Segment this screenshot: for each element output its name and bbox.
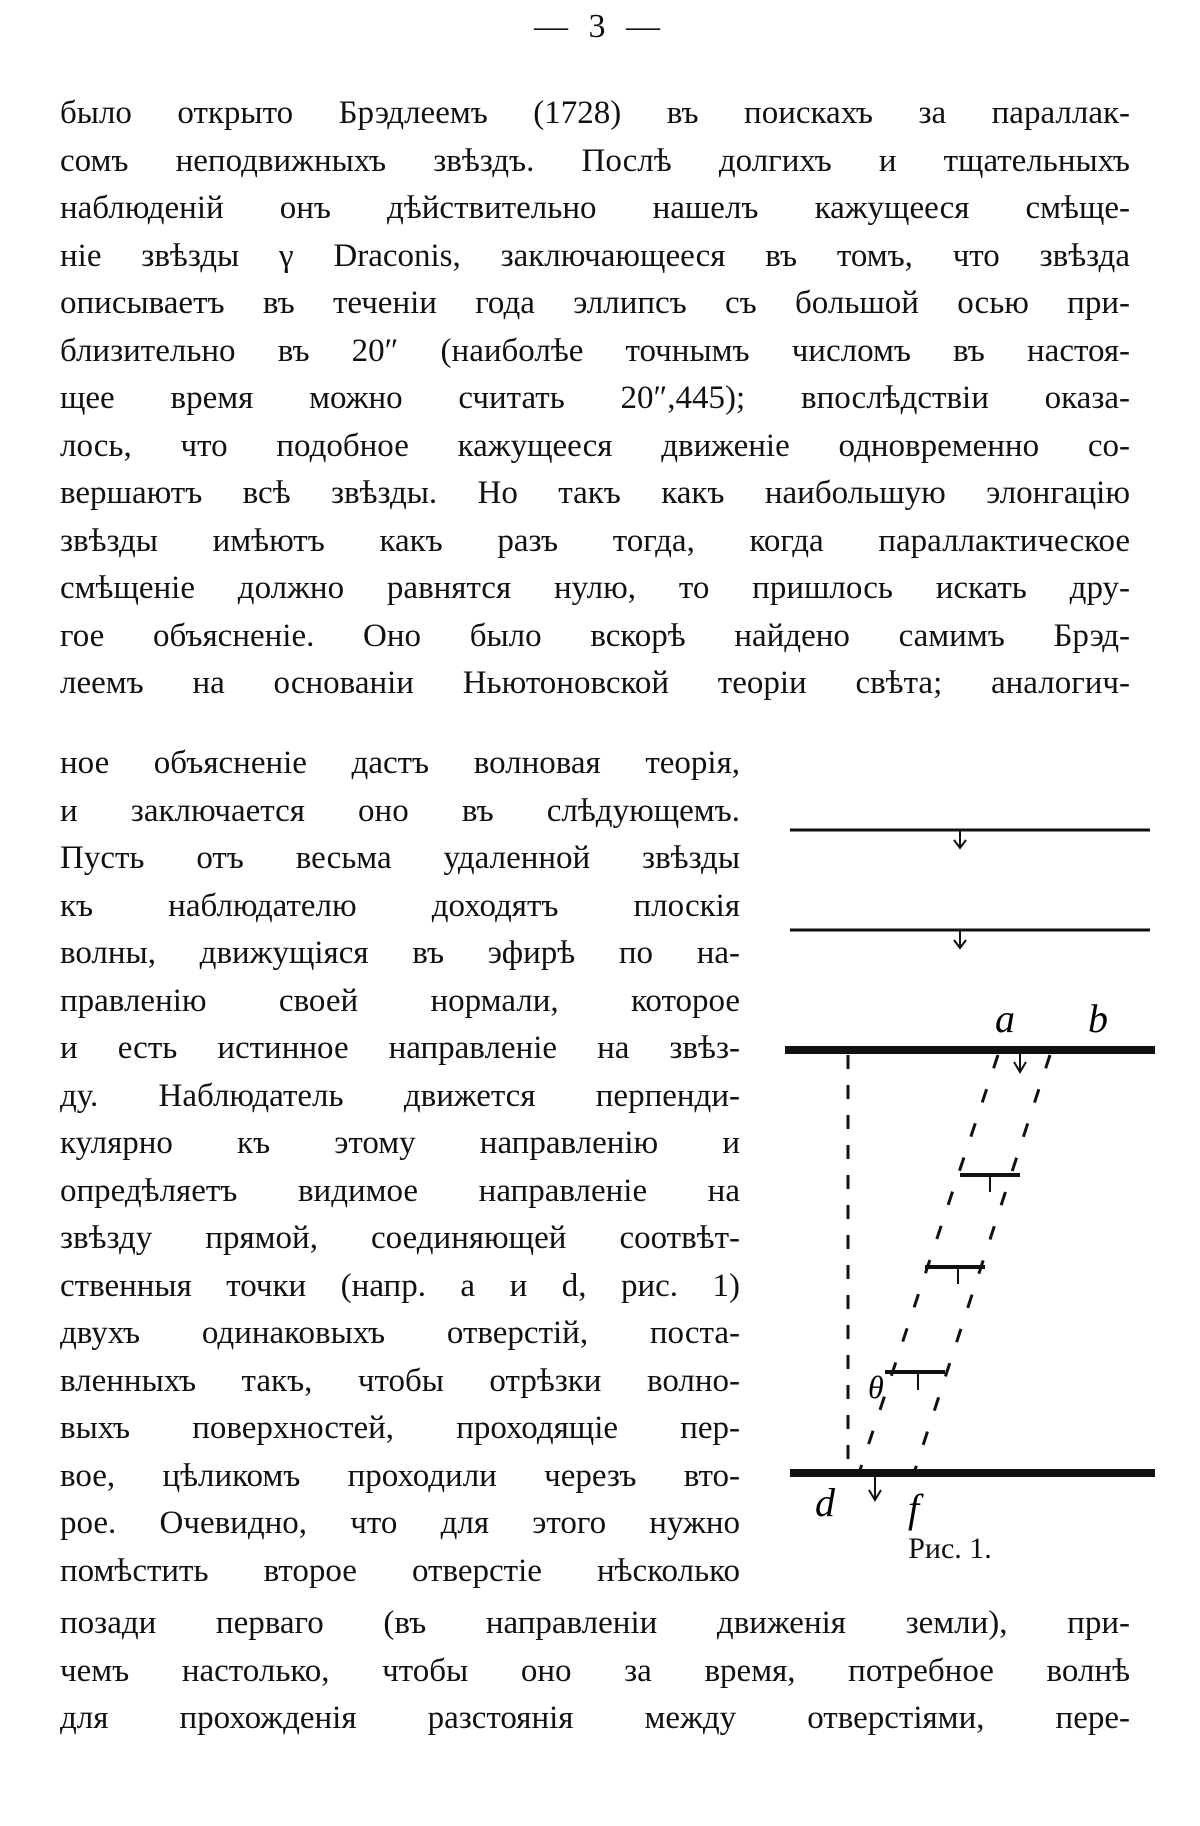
text-line: волны, движущіяся въ эфирѣ по на- xyxy=(60,935,740,971)
text-line: смѣщеніе должно равнятся нулю, то пришлось искать дру- xyxy=(60,570,1130,606)
text-line: описываетъ въ теченіи года эллипсъ съ большой осью при- xyxy=(60,285,1130,321)
text-line: рое. Очевидно, что для этого нужно xyxy=(60,1505,740,1541)
text-line: ное объясненіе дастъ волновая теорія, xyxy=(60,745,740,781)
label-a: a xyxy=(995,996,1015,1041)
label-theta: θ xyxy=(868,1369,884,1405)
text-line: гое объясненіе. Оно было вскорѣ найдено самимъ Брэд- xyxy=(60,617,1130,654)
text-line: помѣстить второе отверстіе нѣсколько xyxy=(60,1552,740,1589)
text-line: звѣзды имѣютъ какъ разъ тогда, когда параллактическое xyxy=(60,522,1130,559)
text-line: ственныя точки (напр. a и d, рис. 1) xyxy=(60,1267,740,1304)
text-line: и есть истинное направленіе на звѣз- xyxy=(60,1030,740,1066)
label-b: b xyxy=(1088,996,1108,1041)
text-line: близительно въ 20″ (наиболѣе точнымъ числомъ въ настоя- xyxy=(60,332,1130,369)
text-line: сомъ неподвижныхъ звѣздъ. Послѣ долгихъ и тщательныхъ xyxy=(60,142,1130,179)
text-line: наблюденій онъ дѣйствительно нашелъ кажущееся смѣще- xyxy=(60,190,1130,226)
text-line: вое, цѣликомъ проходили черезъ вто- xyxy=(60,1457,740,1494)
text-line: выхъ поверхностей, проходящіе пер- xyxy=(60,1410,740,1446)
text-line: Пусть отъ весьма удаленной звѣзды xyxy=(60,840,740,876)
text-line: чемъ настолько, чтобы оно за время, потребное волнѣ xyxy=(60,1652,1130,1689)
text-line: вершаютъ всѣ звѣзды. Но такъ какъ наибольшую элонгацію xyxy=(60,475,1130,511)
text-line: кулярно къ этому направленію и xyxy=(60,1125,740,1161)
text-line: двухъ одинаковыхъ отверстій, поста- xyxy=(60,1315,740,1351)
text-line: ніе звѣзды γ Draconis, заключающееся въ томъ, что звѣзда xyxy=(60,237,1130,274)
aberration-diagram xyxy=(780,800,1160,1600)
page-number: — 3 — xyxy=(534,8,666,45)
text-line: ду. Наблюдатель движется перпенди- xyxy=(60,1077,740,1114)
text-line: лось, что подобное кажущееся движеніе одновременно со- xyxy=(60,427,1130,464)
figure-caption: Рис. 1. xyxy=(908,1532,992,1565)
text-line: звѣзду прямой, соединяющей соотвѣт- xyxy=(60,1220,740,1256)
label-d: d xyxy=(815,1480,835,1525)
text-line: леемъ на основаніи Ньютоновской теоріи свѣта; аналогич- xyxy=(60,665,1130,701)
text-line: позади перваго (въ направленіи движенія земли), при- xyxy=(60,1605,1130,1641)
text-line: къ наблюдателю доходятъ плоскія xyxy=(60,887,740,924)
text-line: для прохожденія разстоянія между отверстіями, пере- xyxy=(60,1700,1130,1736)
figure-aberration-diagram xyxy=(780,800,1160,1600)
text-line: правленію своей нормали, которое xyxy=(60,982,740,1019)
ray-left xyxy=(860,1055,998,1470)
label-f: f xyxy=(908,1486,920,1531)
text-line: вленныхъ такъ, чтобы отрѣзки волно- xyxy=(60,1362,740,1399)
text-line: опредѣляетъ видимое направленіе на xyxy=(60,1172,740,1209)
ray-right xyxy=(915,1055,1050,1470)
text-line: и заключается оно въ слѣдующемъ. xyxy=(60,792,740,829)
text-line: было открыто Брэдлеемъ (1728) въ поискахъ за параллак- xyxy=(60,95,1130,131)
text-line: щее время можно считать 20″,445); впослѣдствіи оказа- xyxy=(60,380,1130,416)
